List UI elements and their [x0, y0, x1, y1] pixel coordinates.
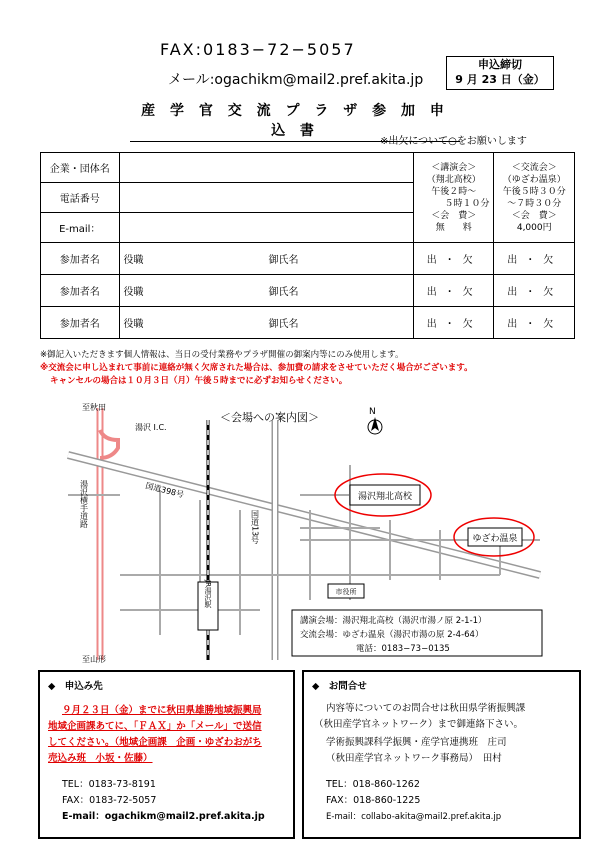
lecture-time-start: 午後２時〜	[431, 186, 477, 197]
lecture-attendance[interactable]: 出・欠	[413, 275, 494, 307]
apply-line-3: してください。（地域企画課 企画・ゆざわおがち	[48, 737, 262, 748]
position-label: 役職	[123, 255, 144, 266]
north-arrow-icon	[368, 407, 382, 434]
onsen-label: ゆざわ温泉	[472, 534, 518, 544]
company-field[interactable]	[119, 153, 413, 183]
lecture-title: ＜講演会＞	[431, 162, 477, 173]
lecture-attendance[interactable]: 出・欠	[413, 243, 494, 275]
city-hall-label: 市役所	[335, 588, 357, 596]
deadline-box	[446, 56, 554, 90]
exchange-fee: 4,000円	[516, 222, 552, 233]
participant-label: 参加者名	[41, 307, 120, 339]
map-title: ＜会場への案内図＞	[220, 411, 319, 424]
exchange-info	[494, 153, 575, 243]
legend-phone: 電話：0183−73−0135	[356, 644, 450, 654]
participant-field[interactable]	[119, 307, 413, 339]
phone-field[interactable]	[119, 183, 413, 213]
name-label: 御氏名	[268, 287, 299, 298]
apply-tel: TEL：0183-73-8191	[62, 779, 156, 790]
high-school-label: 湯沢翔北高校	[357, 492, 413, 502]
cancel-note: ※交流会に申し込まれて事前に連絡が無く欠席された場合は、参加費の請求をさせていただく場合がございます。	[40, 363, 473, 373]
privacy-note: ※御記入いただきます個人情報は、当日の受付業務やプラザ開催の御案内等にのみ使用します。	[40, 350, 404, 360]
station-label: JR湯沢駅	[204, 580, 212, 608]
lecture-fee-label: ＜会 費＞	[431, 210, 477, 221]
email-field[interactable]	[119, 213, 413, 243]
route13-label: 国道13号	[250, 510, 260, 545]
attendance-note: ※出欠について○をお願いします	[380, 136, 527, 147]
notes	[40, 349, 595, 388]
contact-line-2: （秋田産学官ネットワーク）まで御連絡下さい。	[314, 719, 524, 730]
participant-label: 参加者名	[41, 275, 120, 307]
deadline-date: 9 月 23 日（金）	[455, 73, 545, 86]
apply-box	[38, 670, 295, 839]
north-label: N	[369, 407, 376, 417]
contact-tel: TEL：018-860-1262	[326, 779, 420, 790]
fax-number: FAX:0183−72−5057	[160, 40, 356, 59]
position-label: 役職	[123, 287, 144, 298]
exchange-time-end: 〜７時３０分	[507, 198, 562, 209]
company-label: 企業・団体名	[41, 153, 120, 183]
deadline-label: 申込締切	[478, 58, 522, 71]
ic-label: 湯沢 I.C.	[135, 423, 167, 432]
apply-email[interactable]: E-mail：ogachikm@mail2.pref.akita.jp	[62, 811, 265, 822]
legend-lecture: 講演会場：湯沢翔北高校（湯沢市湯ノ原 2-1-1）	[300, 616, 487, 626]
participant-field[interactable]	[119, 275, 413, 307]
exchange-attendance[interactable]: 出・欠	[494, 243, 575, 275]
page-title: 産 学 官 交 流 プ ラ ザ 参 加 申 込 書	[130, 100, 460, 142]
exchange-fee-label: ＜会 費＞	[511, 210, 557, 221]
lecture-attendance[interactable]: 出・欠	[413, 307, 494, 339]
name-label: 御氏名	[268, 255, 299, 266]
expressway-label: 湯沢横手道路	[79, 480, 89, 528]
legend-exchange: 交流会場：ゆざわ温泉（湯沢市湯の原 2-4-64）	[300, 630, 484, 640]
apply-line-2: 地域企画課あてに、「ＦＡＸ」か「メール」で送信	[48, 721, 262, 732]
apply-title: ◆ 申込み先	[48, 681, 103, 692]
exchange-venue: （ゆざわ温泉）	[502, 174, 566, 185]
exchange-time-start: 午後５時３０分	[502, 186, 566, 197]
to-akita-label: 至秋田	[82, 403, 106, 412]
participant-field[interactable]	[119, 243, 413, 275]
apply-fax: FAX：0183-72-5057	[62, 795, 157, 806]
lecture-fee: 無 料	[435, 222, 472, 233]
phone-label: 電話番号	[41, 183, 120, 213]
name-label: 御氏名	[268, 319, 299, 330]
venue-map	[60, 400, 560, 665]
contact-fax: FAX：018-860-1225	[326, 795, 421, 806]
contact-line-3: 学術振興課科学振興・産学官連携班 庄司	[326, 737, 507, 748]
lecture-time-end: ５時１０分	[444, 198, 490, 209]
contact-line-1: 内容等についてのお問合せは秋田県学術振興課	[326, 703, 526, 714]
route398-label: 国道398号	[144, 481, 185, 500]
apply-line-1: ９月２３日（金）までに秋田県雄勝地域振興局	[62, 705, 262, 716]
to-yamagata-label: 至山形	[82, 655, 106, 664]
exchange-attendance[interactable]: 出・欠	[494, 307, 575, 339]
exchange-title: ＜交流会＞	[511, 162, 557, 173]
participant-label: 参加者名	[41, 243, 120, 275]
lecture-venue: （翔北高校）	[426, 174, 481, 185]
exchange-attendance[interactable]: 出・欠	[494, 275, 575, 307]
lecture-info	[413, 153, 494, 243]
contact-box	[302, 670, 581, 839]
contact-title: ◆ お問合せ	[312, 681, 367, 692]
cancel-deadline-note: キャンセルの場合は１０月３日（月）午後５時までに必ずお知らせください。	[50, 376, 348, 386]
apply-line-4: 売込み班 小坂・佐藤）	[48, 753, 153, 764]
email-label: E-mail：	[41, 213, 120, 243]
contact-line-4: （秋田産学官ネットワーク事務局） 田村	[326, 753, 502, 764]
position-label: 役職	[123, 319, 144, 330]
contact-email[interactable]: E-mail：collabo-akita@mail2.pref.akita.jp	[326, 812, 502, 822]
application-form	[40, 152, 575, 339]
mail-address: メール:ogachikm@mail2.pref.akita.jp	[168, 72, 424, 88]
